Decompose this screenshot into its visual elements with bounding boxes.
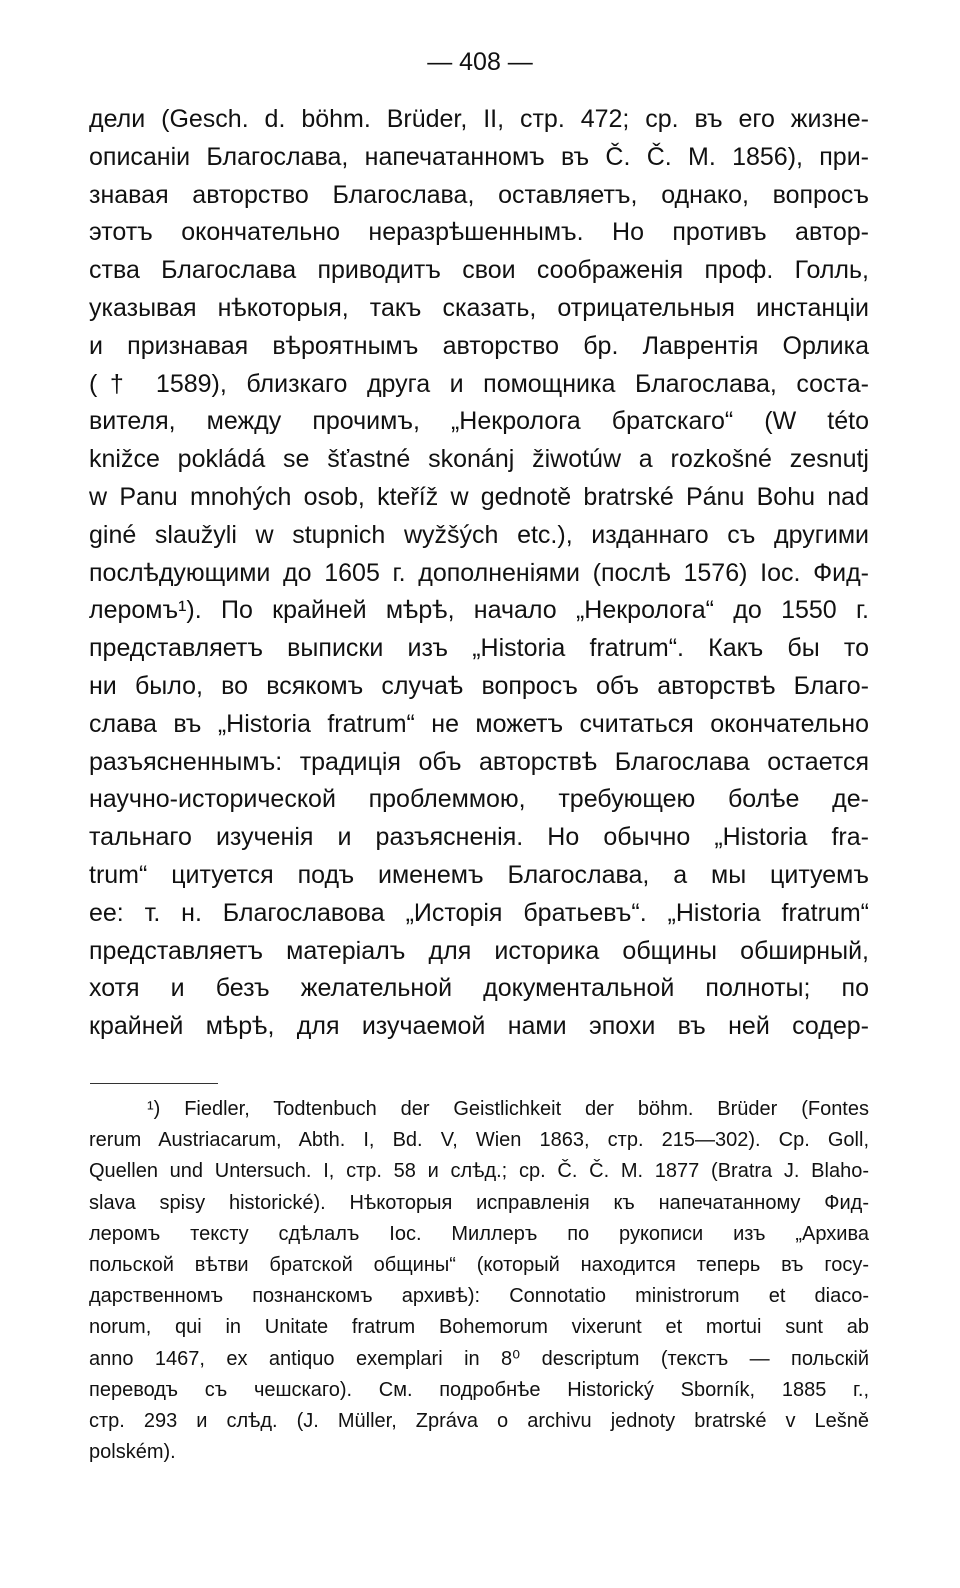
footnote-line: polském).	[89, 1441, 176, 1464]
footnote-line: ¹) Fiedler, Todtenbuch der Geistlichkeit der böhm. Brüder (Fontes	[147, 1098, 869, 1120]
text-line: научно-исторической проблеммою, требующею болѣе де-	[89, 785, 869, 814]
text-line: описаніи Благослава, напечатанномъ въ Č. Č. M. 1856), при-	[89, 142, 869, 171]
footnote-line: дарственномъ познанскомъ архивѣ): Connotatio ministrorum et diaco-	[89, 1285, 869, 1308]
text-line: ее: т. н. Благославова „Исторія братьевъ“. „Historia fratrum“	[89, 898, 869, 927]
text-line: представляетъ выписки изъ „Historia fratrum“. Какъ бы то	[89, 634, 869, 663]
footnote-separator	[90, 1083, 218, 1084]
text-line: знавая авторство Благослава, оставляетъ, однако, вопросъ	[89, 180, 869, 209]
text-line: представляетъ матеріалъ для историка общины обширный,	[89, 936, 869, 965]
main-text	[89, 101, 869, 1046]
text-line: trum“ цитуется подъ именемъ Благослава, а мы цитуемъ	[89, 860, 869, 889]
footnotes	[89, 1094, 869, 1468]
footnote-line: anno 1467, ex antiquo exemplari in 8⁰ descriptum (текстъ — польскій	[89, 1347, 869, 1370]
text-line: и признавая вѣроятнымъ авторство бр. Лаврентія Орлика	[89, 331, 869, 360]
footnote-line: польской вѣтви братской общины“ (который находится теперь въ госу-	[89, 1253, 869, 1276]
text-line: леромъ¹). По крайней мѣрѣ, начало „Некролога“ до 1550 г.	[89, 596, 869, 625]
text-line: дели (Gesch. d. böhm. Brüder, II, стр. 472; ср. въ его жизне-	[89, 105, 869, 133]
footnote-line: rerum Austriacarum, Abth. I, Bd. V, Wien 1863, стр. 215—302). Ср. Goll,	[89, 1129, 869, 1152]
text-line: указывая нѣкоторыя, такъ сказать, отрицательныя инстанціи	[89, 293, 869, 322]
text-line: тальнаго изученія и разъясненія. Но обычно „Historia fra-	[89, 823, 869, 852]
text-line: knižce pokládá se šťastné skonánj žiwotúw a rozkošné zesnutj	[89, 445, 869, 474]
text-line: крайней мѣрѣ, для изучаемой нами эпохи въ ней содер-	[89, 1012, 869, 1041]
text-line: giné slaužyli w stupnich wyžšých etc.), изданнаго съ другими	[89, 520, 869, 549]
page-number-header: — 408 —	[427, 48, 533, 76]
text-line: разъясненнымъ: традиція объ авторствѣ Благослава остается	[89, 747, 869, 776]
text-line: слава въ „Historia fratrum“ не можетъ считаться окончательно	[89, 709, 869, 738]
footnote-line: переводъ съ чешскаго). См. подробнѣе Historický Sborník, 1885 г.,	[89, 1378, 869, 1401]
text-line: ства Благослава приводитъ свои соображенія проф. Голль,	[89, 256, 869, 285]
footnote-line: norum, qui in Unitate fratrum Bohemorum vixerunt et mortui sunt ab	[89, 1316, 869, 1339]
text-line: послѣдующими до 1605 г. дополненіями (послѣ 1576) Іос. Фид-	[89, 558, 869, 587]
text-line: вителя, между прочимъ, „Некролога братскаго“ (W této	[89, 407, 869, 436]
text-line: этотъ окончательно неразрѣшеннымъ. Но противъ автор-	[89, 218, 869, 247]
text-line: хотя и безъ желательной документальной полноты; по	[89, 974, 869, 1003]
footnote-line: леромъ тексту сдѣлалъ Іос. Миллеръ по рукописи изъ „Архива	[89, 1222, 869, 1245]
text-line: ни было, во всякомъ случаѣ вопросъ объ авторствѣ Благо-	[89, 671, 869, 700]
text-line: († 1589), близкаго друга и помощника Благослава, соста-	[89, 369, 869, 398]
footnote-line: slava spisy historické). Нѣкоторыя исправленія къ напечатанному Фид-	[89, 1191, 869, 1214]
footnote-line: Quellen und Untersuch. I, стр. 58 и слѣд.; ср. Č. Č. M. 1877 (Bratra J. Blaho-	[89, 1160, 869, 1183]
footnote-line: стр. 293 и слѣд. (J. Müller, Zpráva o archivu jednoty bratrské v Lešně	[89, 1409, 869, 1432]
text-line: w Panu mnohých osob, kteříž w gednotě bratrské Pánu Bohu nad	[89, 482, 869, 511]
